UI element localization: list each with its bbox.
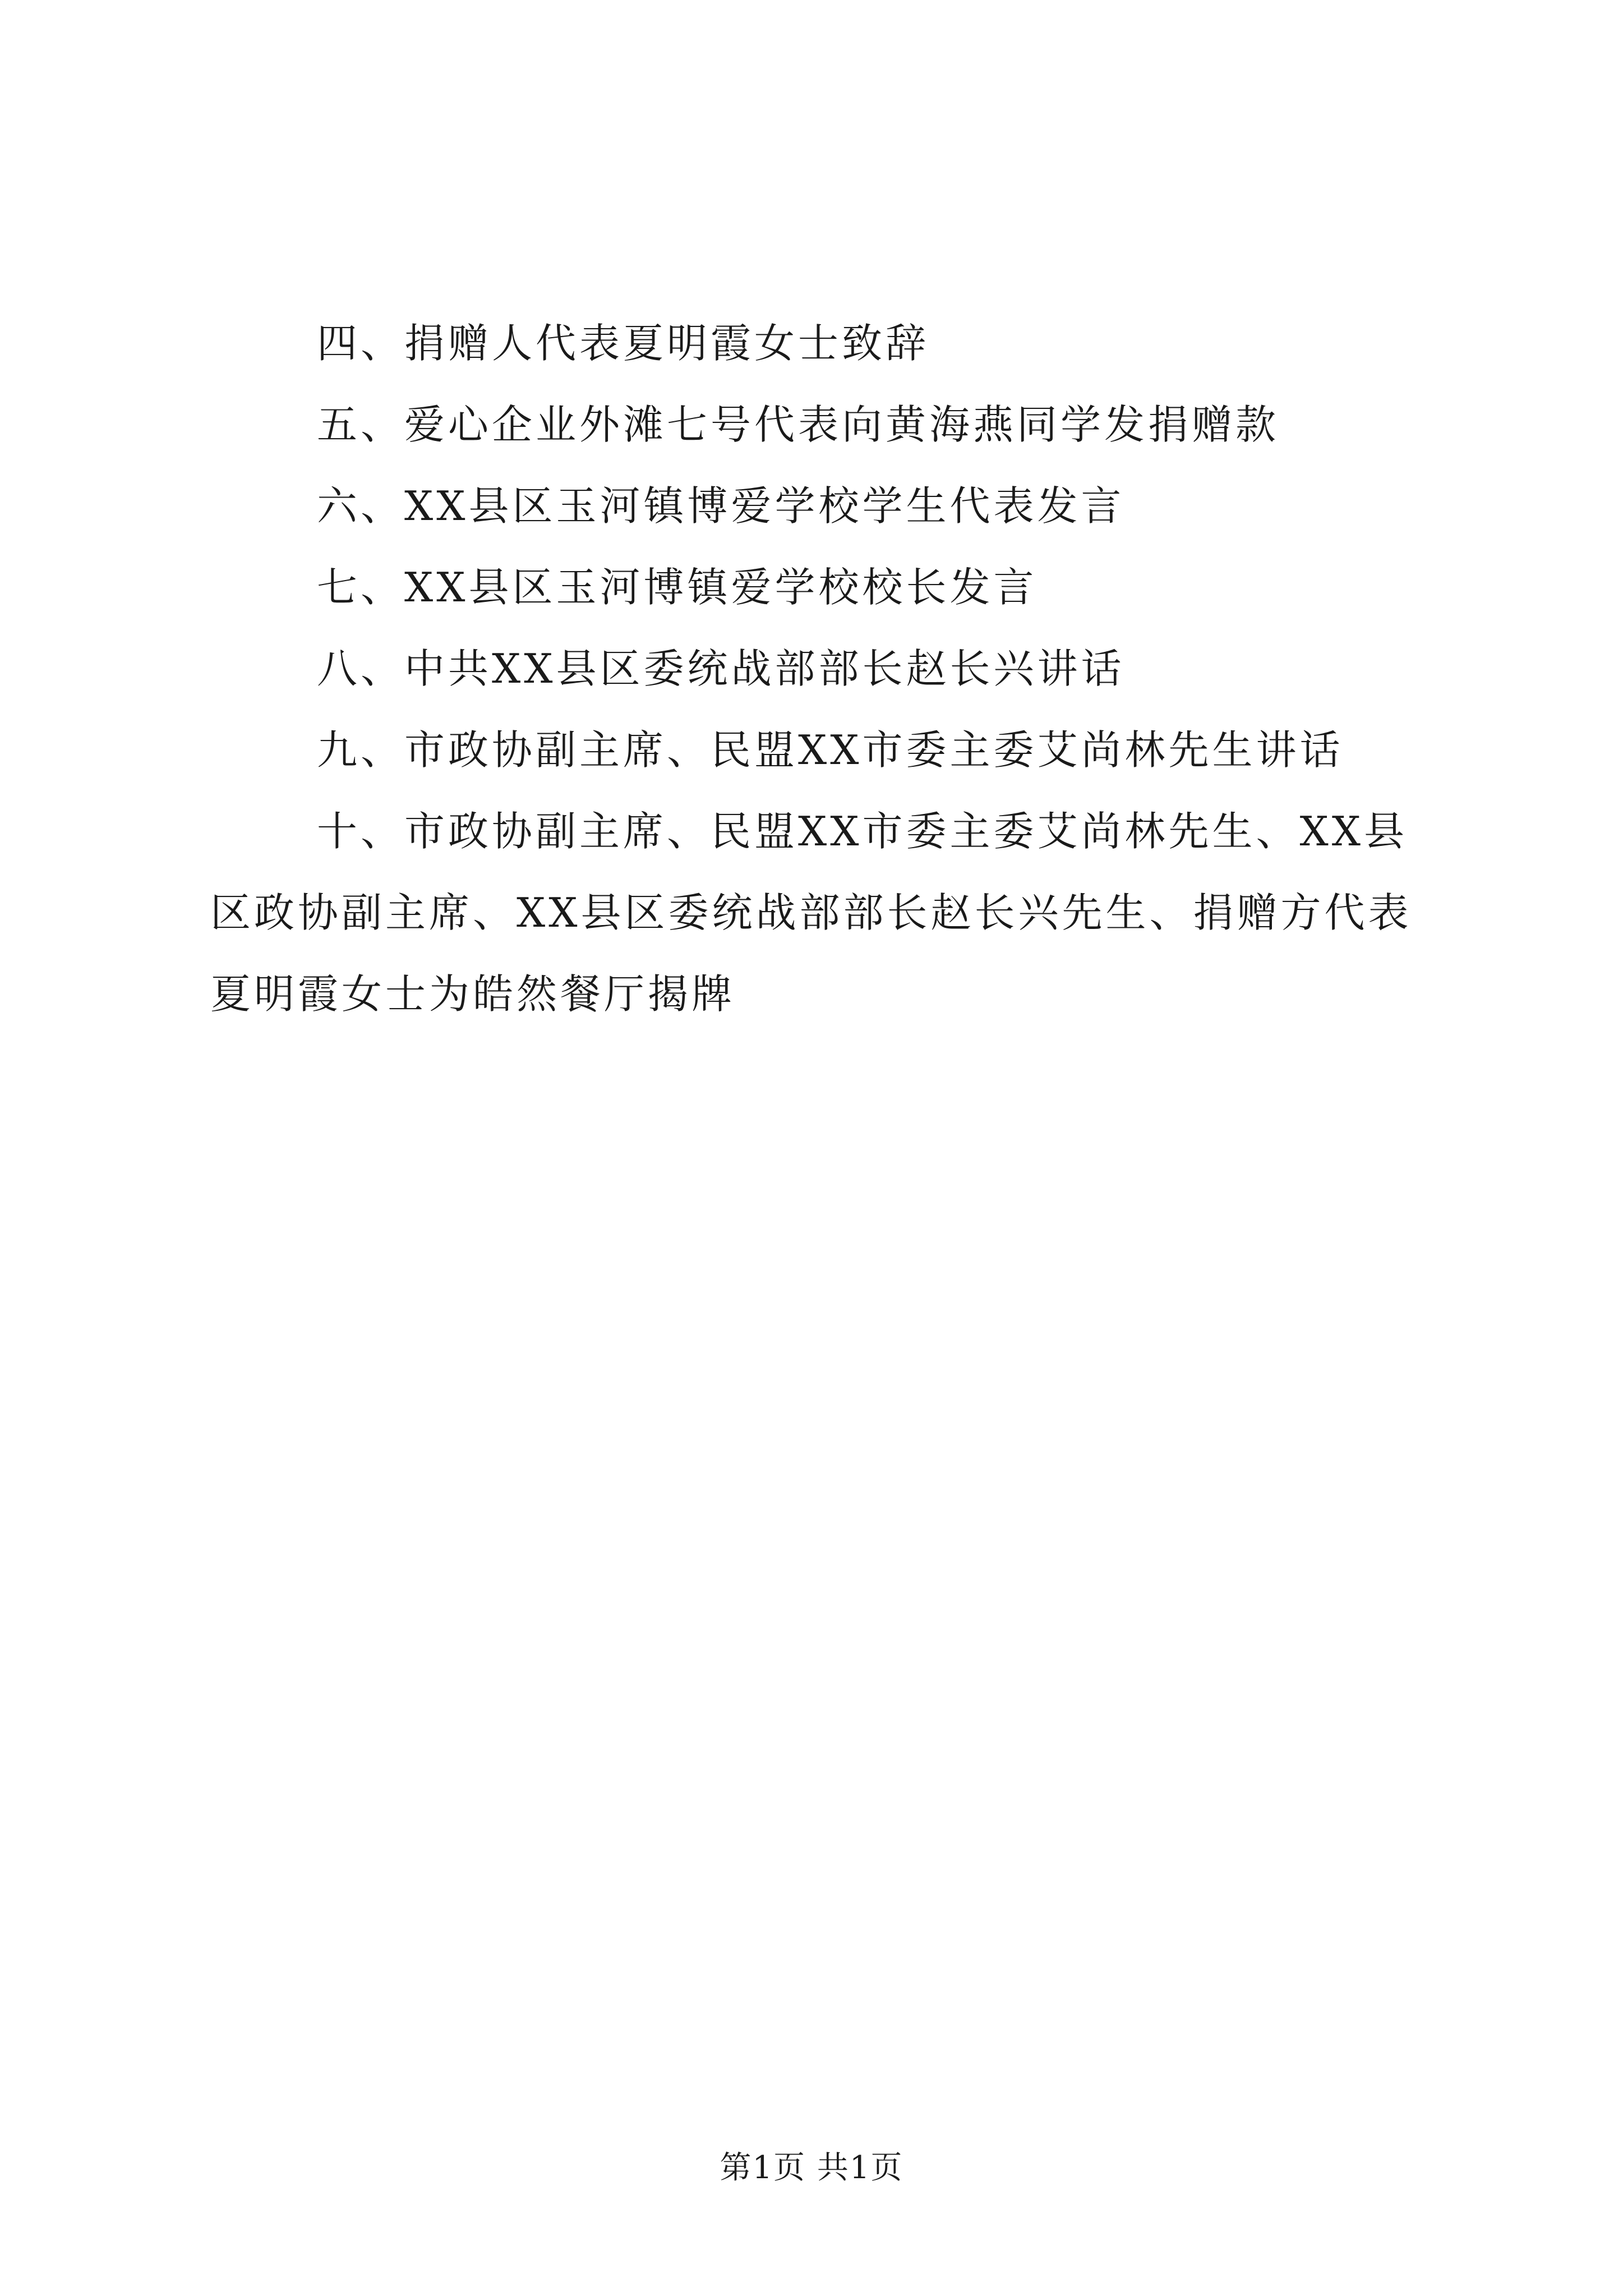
agenda-item-6: 六、XX县区玉河镇博爱学校学生代表发言 bbox=[317, 482, 1125, 530]
agenda-item-4: 四、捐赠人代表夏明霞女士致辞 bbox=[317, 320, 930, 367]
agenda-item-9: 九、市政协副主席、民盟XX市委主委艾尚林先生讲话 bbox=[317, 726, 1344, 774]
page-footer: 第1页 共1页 bbox=[720, 2150, 903, 2186]
agenda-item-10: 十、市政协副主席、民盟XX市委主委艾尚林先生、XX县区政协副主席、XX县区委统战部部长赵长兴先生、捐赠方代表夏明霞女士为皓然餐厅揭牌 bbox=[210, 808, 1412, 1018]
agenda-item-7: 七、XX县区玉河博镇爱学校校长发言 bbox=[317, 564, 1038, 611]
agenda-item-5: 五、爱心企业外滩七号代表向黄海燕同学发捐赠款 bbox=[317, 401, 1280, 448]
document-body bbox=[210, 303, 1433, 1035]
agenda-item-8: 八、中共XX县区委统战部部长赵长兴讲话 bbox=[317, 645, 1125, 692]
